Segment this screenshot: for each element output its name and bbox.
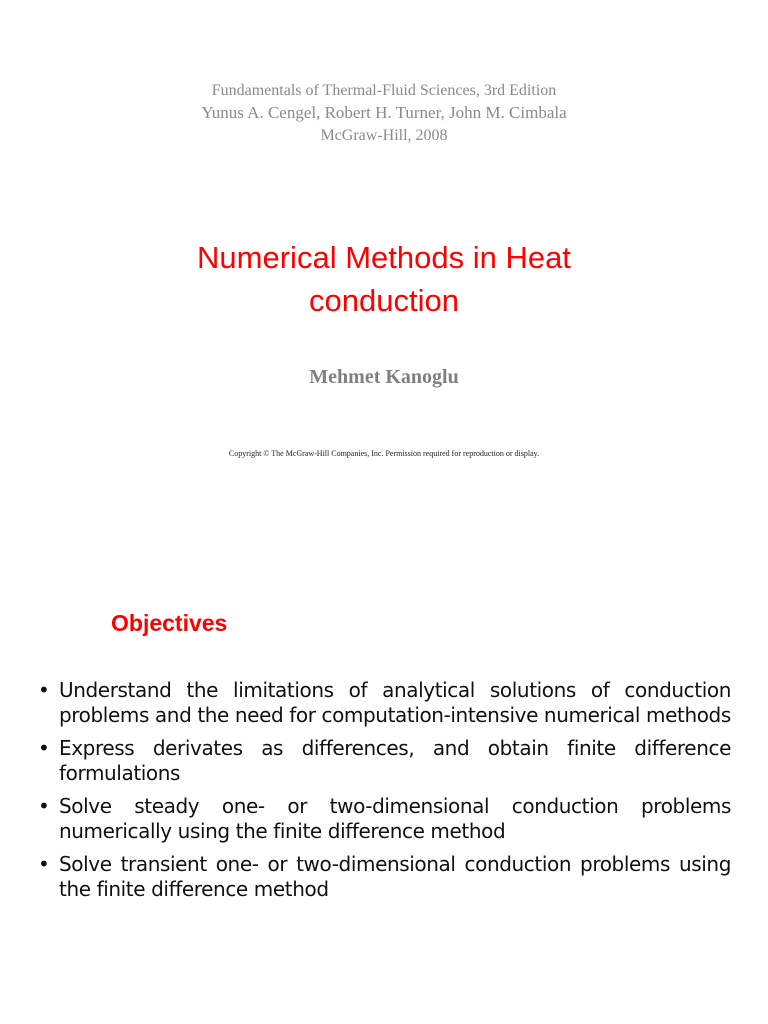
objective-text: Solve transient one- or two-dimensional conduction problems using the finite difference method (59, 852, 731, 901)
objective-text: Express derivates as differences, and obtain finite difference formulations (59, 736, 731, 785)
slide-title (0, 236, 768, 322)
objective-item (38, 794, 731, 844)
bullet-icon: • (38, 678, 50, 702)
objective-item (38, 678, 731, 728)
copyright-notice: Copyright © The McGraw-Hill Companies, Inc. Permission required for reproduction or display. (228, 449, 540, 458)
book-title: Fundamentals of Thermal-Fluid Sciences, 3rd Edition (211, 82, 557, 99)
objectives-heading: Objectives (111, 610, 228, 636)
objective-text: Understand the limitations of analytical solutions of conduction problems and the need for computation-intensive numerical methods (59, 678, 731, 727)
presenter-name: Mehmet Kanoglu (309, 366, 459, 388)
book-authors: Yunus A. Cengel, Robert H. Turner, John M. Cimbala (201, 103, 567, 122)
objectives-list (38, 678, 731, 910)
objective-item (38, 852, 731, 902)
book-publisher: McGraw-Hill, 2008 (320, 127, 448, 144)
bullet-icon: • (38, 794, 50, 818)
objectives-slide (0, 512, 768, 1024)
objective-item (38, 736, 731, 786)
slide-title-line-1: Numerical Methods in Heat (197, 240, 571, 275)
bullet-icon: • (38, 736, 50, 760)
bullet-icon: • (38, 852, 50, 876)
objective-text: Solve steady one- or two-dimensional conduction problems numerically using the finite difference method (59, 794, 731, 843)
slide-title-line-2: conduction (309, 283, 459, 318)
